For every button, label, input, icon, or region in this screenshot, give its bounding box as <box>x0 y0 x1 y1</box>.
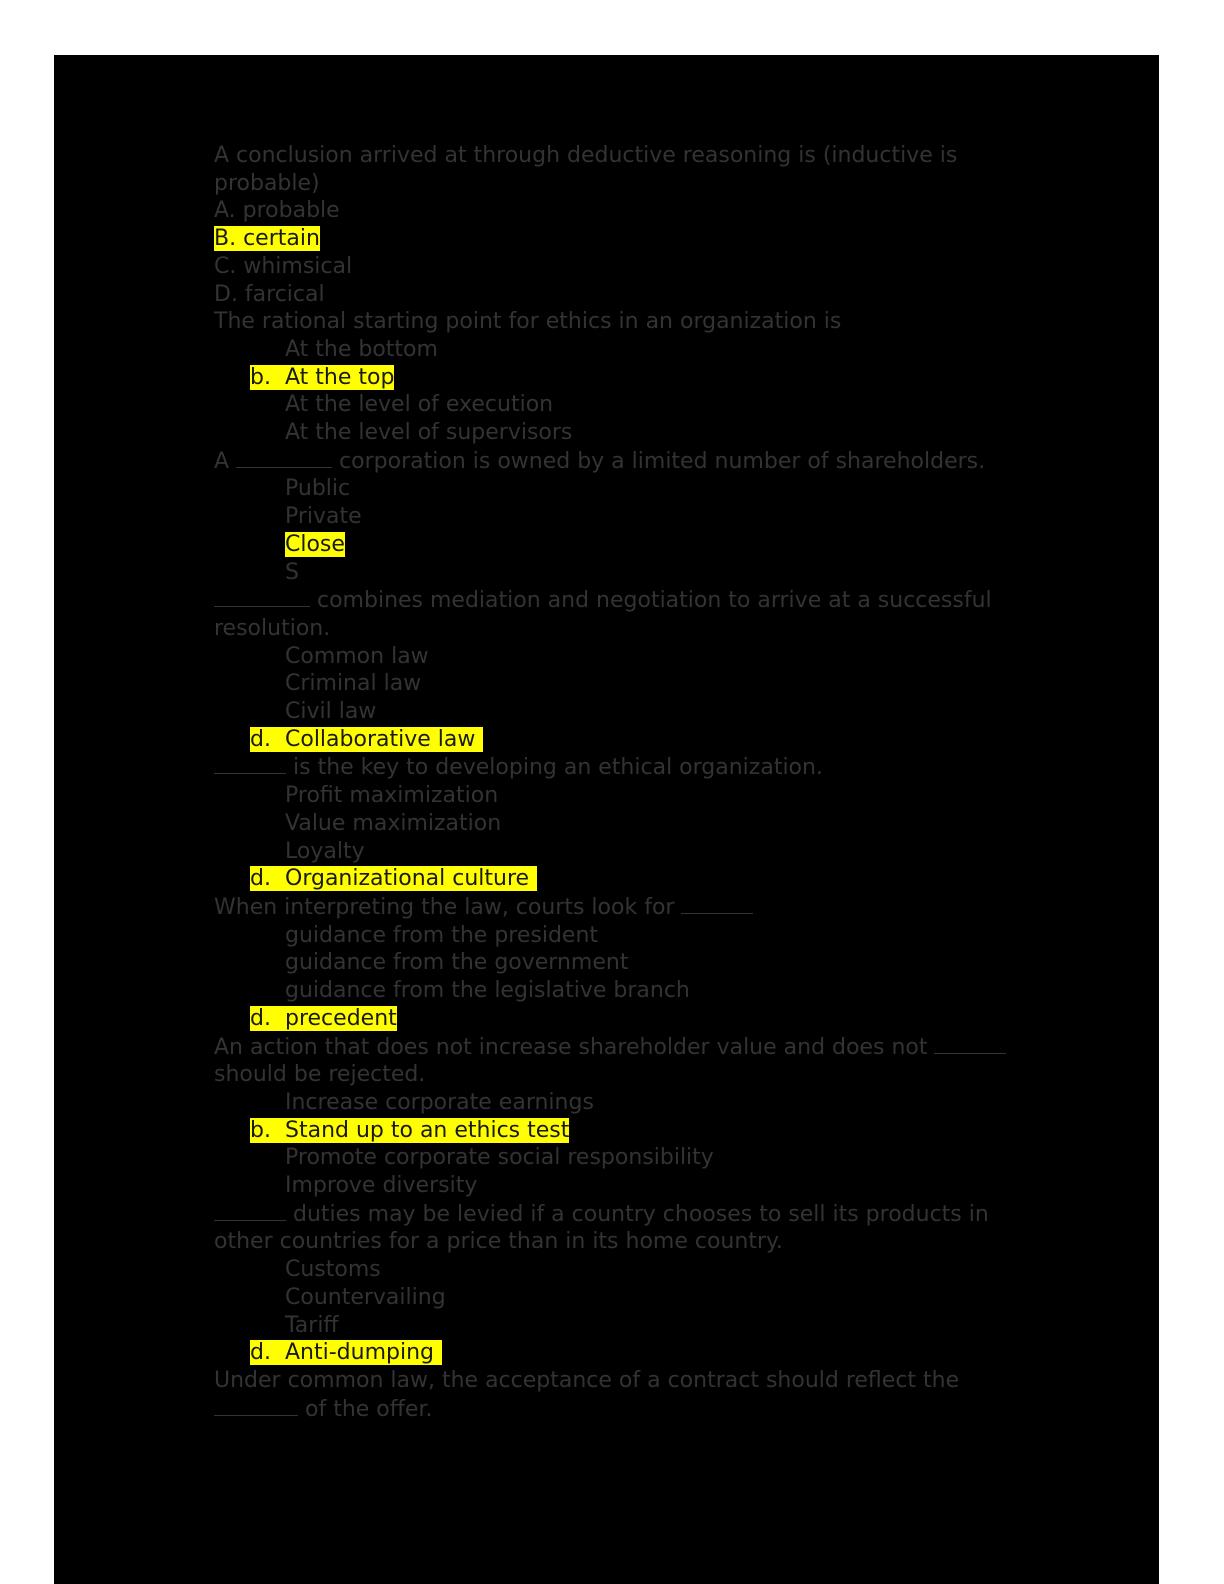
question-4-stem-line-2: resolution. <box>214 615 331 641</box>
question-6-option-a: guidance from the president <box>285 922 599 948</box>
fill-in-blank <box>934 1033 1006 1054</box>
fill-in-blank <box>214 1200 286 1221</box>
answer-highlight: B. certain <box>214 226 320 252</box>
question-6-option-d-answer <box>214 1005 1094 1033</box>
question-8-option-b: Countervailing <box>285 1284 446 1310</box>
question-9-stem-line-2: of the offer. <box>214 1395 1094 1424</box>
question-4-stem-line-1: combines mediation and negotiation to arrive at a successful <box>214 586 1094 615</box>
question-5-stem: is the key to developing an ethical organization. <box>214 753 1094 782</box>
question-2-option-d: At the level of supervisors <box>285 420 573 446</box>
question-6-option-b: guidance from the government <box>285 950 629 976</box>
question-1-stem-line-2: probable) <box>214 170 320 196</box>
question-8-option-a: Customs <box>285 1257 381 1283</box>
question-7-option-c: Promote corporate social responsibility <box>285 1145 714 1171</box>
fill-in-blank <box>214 1395 298 1416</box>
question-7-option-d: Improve diversity <box>285 1173 478 1199</box>
question-2-option-b-answer <box>214 364 1094 392</box>
question-7-option-b-answer <box>214 1117 1094 1145</box>
answer-highlight: d. Anti-dumping <box>250 1340 442 1365</box>
question-1-option-c: C. whimsical <box>214 253 353 279</box>
answer-highlight: d. Organizational culture <box>250 866 537 891</box>
question-4-option-c: Civil law <box>285 699 377 725</box>
question-3-stem: A corporation is owned by a limited number of shareholders. <box>214 448 986 474</box>
question-2-stem: The rational starting point for ethics in an organization is <box>214 309 842 335</box>
question-7-stem-line-1: An action that does not increase shareholder value and does not <box>214 1033 1094 1062</box>
document-content <box>214 142 1094 1423</box>
question-5-option-d-answer <box>214 865 1094 893</box>
question-4-option-b: Criminal law <box>285 671 422 697</box>
question-1-option-d: D. farcical <box>214 281 325 307</box>
question-7-option-a: Increase corporate earnings <box>285 1089 594 1115</box>
answer-highlight: d. Collaborative law <box>250 727 483 752</box>
question-5-option-c: Loyalty <box>285 838 365 864</box>
fill-in-blank <box>236 447 332 468</box>
question-1-option-b-answer <box>214 225 1094 253</box>
question-3-option-a: Public <box>285 476 351 502</box>
question-3-option-b: Private <box>285 504 362 530</box>
question-1-option-a: A. probable <box>214 198 340 224</box>
question-3-option-c-answer <box>214 531 1094 559</box>
question-5-option-b: Value maximization <box>285 810 502 836</box>
question-3-option-d: S <box>285 559 299 585</box>
answer-highlight: Close <box>285 531 345 557</box>
question-6-stem: When interpreting the law, courts look for <box>214 893 1094 922</box>
question-9-stem-line-1: Under common law, the acceptance of a contract should reflect the <box>214 1367 960 1393</box>
question-1-stem-line-1: A conclusion arrived at through deductive reasoning is (inductive is <box>214 143 958 168</box>
question-2-option-a: At the bottom <box>285 336 438 362</box>
answer-highlight: d. precedent <box>250 1005 397 1031</box>
question-4-option-d-answer <box>214 726 1094 754</box>
answer-highlight: b. Stand up to an ethics test <box>250 1117 570 1143</box>
question-8-stem-line-1: duties may be levied if a country chooses to sell its products in <box>214 1200 1094 1229</box>
question-7-stem-line-2: should be rejected. <box>214 1062 426 1088</box>
fill-in-blank <box>681 893 753 914</box>
answer-highlight: b. At the top <box>250 364 395 390</box>
fill-in-blank <box>214 753 286 774</box>
question-2-option-c: At the level of execution <box>285 392 554 418</box>
question-5-option-a: Profit maximization <box>285 783 499 809</box>
fill-in-blank <box>214 586 310 607</box>
question-4-option-a: Common law <box>285 643 429 669</box>
question-8-stem-line-2: other countries for a price than in its home country. <box>214 1229 783 1255</box>
question-6-option-c: guidance from the legislative branch <box>285 978 690 1004</box>
question-8-option-d-answer <box>214 1339 1094 1367</box>
question-8-option-c: Tariff <box>285 1312 339 1338</box>
